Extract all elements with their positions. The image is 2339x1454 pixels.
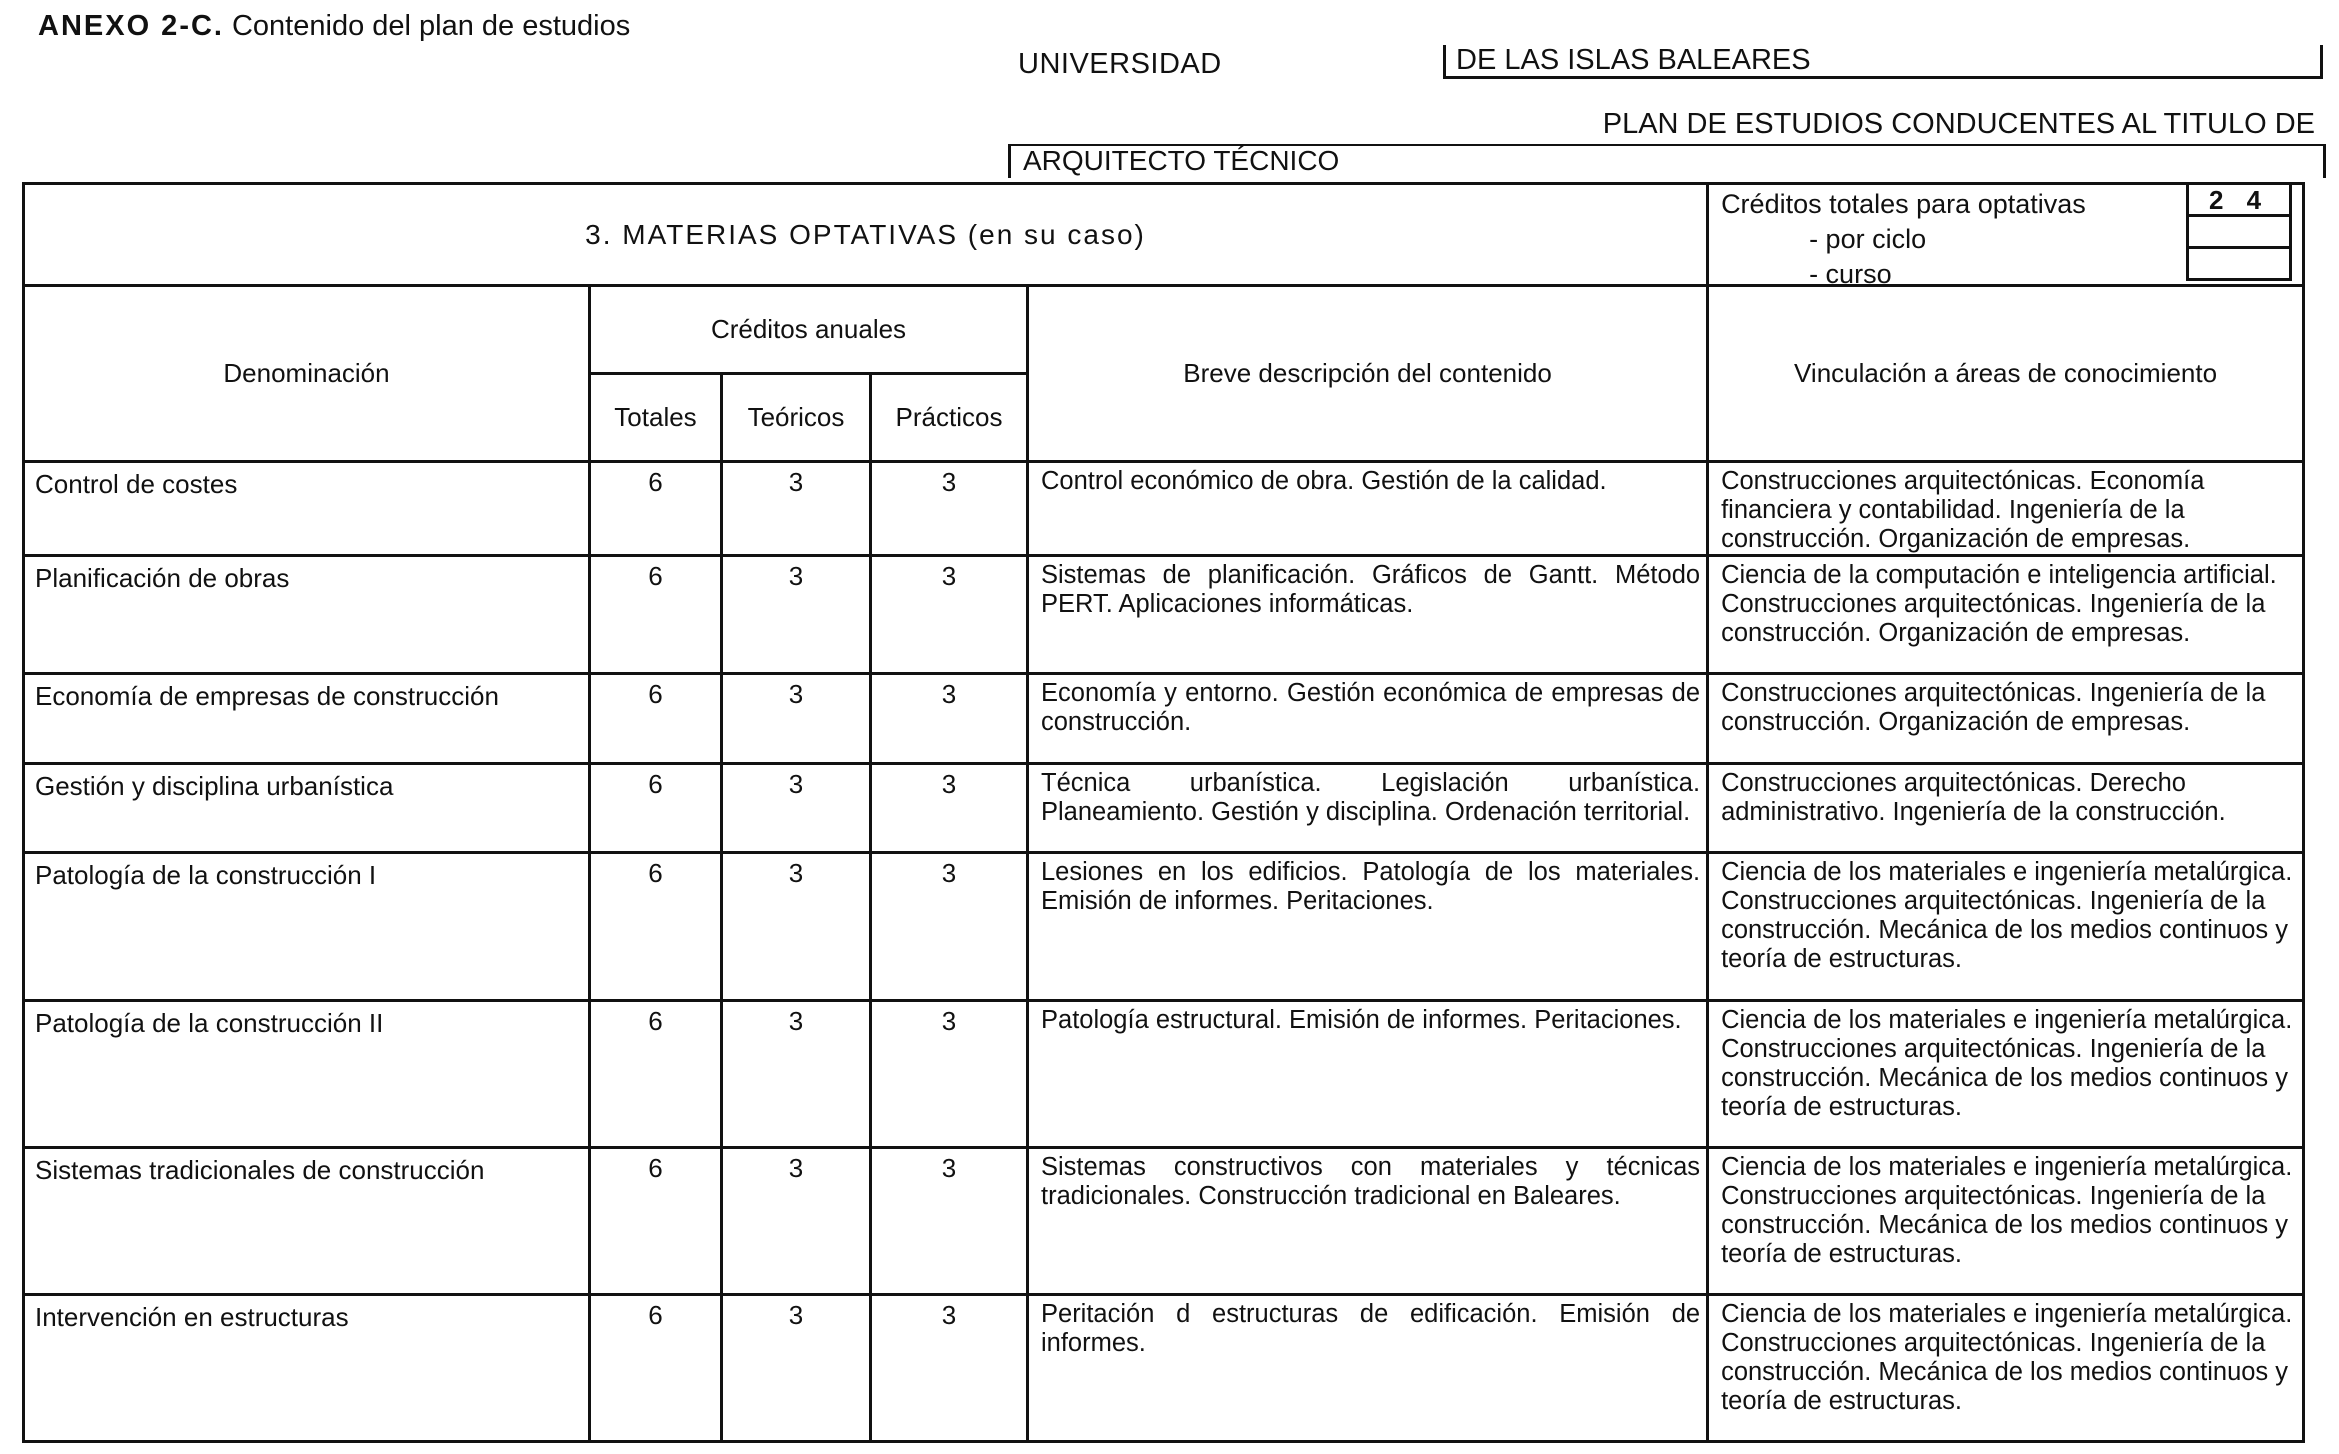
section-header-row <box>24 184 2304 286</box>
knowledge-areas: Construcciones arquitectónicas. Derecho administrativo. Ingeniería de la construcción. <box>1708 764 2304 853</box>
subject-description: Economía y entorno. Gestión económica de empresas de construcción. <box>1028 674 1708 764</box>
subject-name: Gestión y disciplina urbanística <box>24 764 590 853</box>
subject-description: Técnica urbanística. Legislación urbanística. Planeamiento. Gestión y disciplina. Ordenación territorial. <box>1028 764 1708 853</box>
credits-practicos: 3 <box>871 674 1028 764</box>
credits-totales: 6 <box>590 1001 722 1148</box>
knowledge-areas: Ciencia de los materiales e ingeniería metalúrgica. Construcciones arquitectónicas. Ingeniería de la construcción. Mecánica de los medios continuos y teoría de estructuras. <box>1708 1295 2304 1442</box>
subject-name: Economía de empresas de construcción <box>24 674 590 764</box>
subject-name: Planificación de obras <box>24 556 590 674</box>
credits-totales: 6 <box>590 764 722 853</box>
university-name-box <box>1443 45 2323 79</box>
subject-description: Sistemas de planificación. Gráficos de Gantt. Método PERT. Aplicaciones informáticas. <box>1028 556 1708 674</box>
credits-teoricos: 3 <box>722 556 871 674</box>
knowledge-areas: Ciencia de los materiales e ingeniería metalúrgica. Construcciones arquitectónicas. Ingeniería de la construcción. Mecánica de los medios continuos y teoría de estructuras. <box>1708 1001 2304 1148</box>
col-vinculacion: Vinculación a áreas de conocimiento <box>1708 286 2304 462</box>
knowledge-areas: Construcciones arquitectónicas. Ingeniería de la construcción. Organización de empresas. <box>1708 674 2304 764</box>
credits-total-value: 2 4 <box>2186 185 2292 217</box>
subject-name: Patología de la construcción I <box>24 853 590 1001</box>
table-row <box>24 674 2304 764</box>
table-row <box>24 853 2304 1001</box>
knowledge-areas: Ciencia de la computación e inteligencia artificial. Construcciones arquitectónicas. Ingeniería de la construcción. Organización de empresas. <box>1708 556 2304 674</box>
optional-subjects-table <box>22 182 2305 1443</box>
credits-practicos: 3 <box>871 853 1028 1001</box>
per-course-value <box>2186 249 2292 281</box>
table-row <box>24 764 2304 853</box>
credits-practicos: 3 <box>871 1295 1028 1442</box>
subject-name: Control de costes <box>24 462 590 556</box>
degree-title-box <box>1008 144 2326 178</box>
col-practicos: Prácticos <box>871 374 1028 462</box>
col-totales: Totales <box>590 374 722 462</box>
credits-totales: 6 <box>590 556 722 674</box>
table-row <box>24 556 2304 674</box>
subject-description: Patología estructural. Emisión de informes. Peritaciones. <box>1028 1001 1708 1148</box>
subject-description: Sistemas constructivos con materiales y técnicas tradicionales. Construcción tradicional en Baleares. <box>1028 1148 1708 1295</box>
subject-description: Control económico de obra. Gestión de la calidad. <box>1028 462 1708 556</box>
table-row <box>24 462 2304 556</box>
credits-teoricos: 3 <box>722 674 871 764</box>
col-teoricos: Teóricos <box>722 374 871 462</box>
credits-practicos: 3 <box>871 764 1028 853</box>
col-denominacion: Denominación <box>24 286 590 462</box>
credits-summary <box>1708 184 2304 289</box>
credits-teoricos: 3 <box>722 764 871 853</box>
credits-practicos: 3 <box>871 462 1028 556</box>
subject-name: Sistemas tradicionales de construcción <box>24 1148 590 1295</box>
column-header-row <box>24 286 2304 374</box>
annex-heading <box>38 10 630 43</box>
credits-totales: 6 <box>590 853 722 1001</box>
credits-practicos: 3 <box>871 1148 1028 1295</box>
plan-label: PLAN DE ESTUDIOS CONDUCENTES AL TITULO DE <box>1602 108 2315 140</box>
section-title: 3. MATERIAS OPTATIVAS (en su caso) <box>24 184 1708 286</box>
credits-totales: 6 <box>590 462 722 556</box>
per-cycle-value <box>2186 217 2292 249</box>
credits-totales: 6 <box>590 674 722 764</box>
col-creditos-anuales: Créditos anuales <box>590 286 1028 374</box>
table-row <box>24 1295 2304 1442</box>
knowledge-areas: Ciencia de los materiales e ingeniería metalúrgica. Construcciones arquitectónicas. Ingeniería de la construcción. Mecánica de los medios continuos y teoría de estructuras. <box>1708 1148 2304 1295</box>
per-cycle-label: - por ciclo <box>1809 224 1927 254</box>
credits-teoricos: 3 <box>722 1295 871 1442</box>
subject-description: Lesiones en los edificios. Patología de los materiales. Emisión de informes. Peritaciones. <box>1028 853 1708 1001</box>
credits-teoricos: 3 <box>722 1148 871 1295</box>
col-descripcion: Breve descripción del contenido <box>1028 286 1708 462</box>
credits-practicos: 3 <box>871 1001 1028 1148</box>
per-course-label: - curso <box>1809 259 1892 289</box>
knowledge-areas: Construcciones arquitectónicas. Economía financiera y contabilidad. Ingeniería de la construcción. Organización de empresas. <box>1708 462 2304 556</box>
credits-teoricos: 3 <box>722 1001 871 1148</box>
credits-totales: 6 <box>590 1148 722 1295</box>
credits-teoricos: 3 <box>722 462 871 556</box>
annex-code: ANEXO 2-C. <box>38 10 224 42</box>
table-row <box>24 1148 2304 1295</box>
subject-description: Peritación d estructuras de edificación. Emisión de informes. <box>1028 1295 1708 1442</box>
university-name: DE LAS ISLAS BALEARES <box>1456 44 1811 76</box>
university-label: UNIVERSIDAD <box>1018 48 1222 80</box>
credits-totales: 6 <box>590 1295 722 1442</box>
subject-name: Intervención en estructuras <box>24 1295 590 1442</box>
degree-title: ARQUITECTO TÉCNICO <box>1023 145 1340 176</box>
credits-total-label: Créditos totales para optativas <box>1721 189 2086 219</box>
credits-teoricos: 3 <box>722 853 871 1001</box>
annex-title: Contenido del plan de estudios <box>231 10 631 42</box>
table-row <box>24 1001 2304 1148</box>
credits-practicos: 3 <box>871 556 1028 674</box>
subject-name: Patología de la construcción II <box>24 1001 590 1148</box>
knowledge-areas: Ciencia de los materiales e ingeniería metalúrgica. Construcciones arquitectónicas. Ingeniería de la construcción. Mecánica de los medios continuos y teoría de estructuras. <box>1708 853 2304 1001</box>
